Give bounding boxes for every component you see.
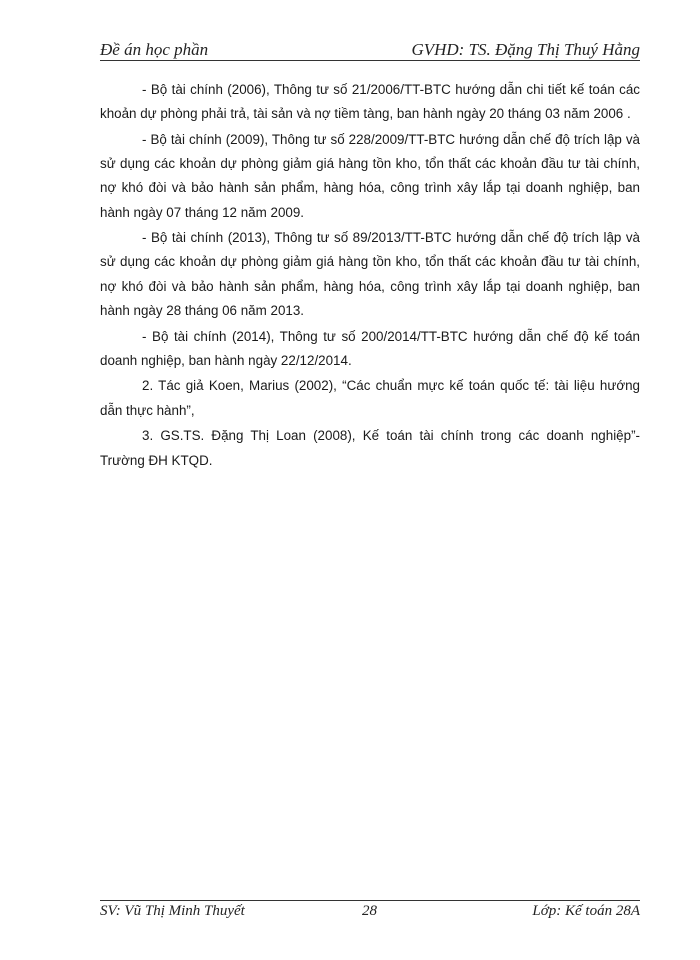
page-number: 28 bbox=[362, 903, 377, 919]
reference-item: - Bộ tài chính (2014), Thông tư số 200/2014/TT-BTC hướng dẫn chế độ kế toán doanh nghiệp, ban hành ngày 22/12/2014. bbox=[100, 328, 640, 368]
references-body bbox=[100, 78, 640, 474]
reference-item: - Bộ tài chính (2009), Thông tư số 228/2009/TT-BTC hướng dẫn chế độ trích lập và sử dụng các khoản dự phòng giảm giá hàng tồn kho, tổn thất các khoản đầu tư tài chính, nợ khó đòi và bảo hành sản phẩm, hàng hóa, công trình xây lắp tại doanh nghiệp, ban hành ngày 07 tháng 12 năm 2009. bbox=[100, 131, 640, 220]
header-instructor: GVHD: TS. Đặng Thị Thuý Hằng bbox=[411, 40, 640, 59]
reference-item: 2. Tác giả Koen, Marius (2002), “Các chuẩn mực kế toán quốc tế: tài liệu hướng dẫn thực hành”, bbox=[100, 378, 640, 418]
footer-class: Lớp: Kế toán 28A bbox=[532, 903, 640, 919]
footer-student-name: SV: Vũ Thị Minh Thuyết bbox=[100, 903, 245, 919]
reference-item: - Bộ tài chính (2013), Thông tư số 89/2013/TT-BTC hướng dẫn chế độ trích lập và sử dụng các khoản dự phòng giảm giá hàng tồn kho, tổn thất các khoản đầu tư tài chính, nợ khó đòi và bảo hành sản phẩm, hàng hóa, công trình xây lắp tại doanh nghiệp, ban hành ngày 28 tháng 06 năm 2013. bbox=[100, 230, 640, 318]
page-footer bbox=[100, 900, 640, 923]
page-header bbox=[100, 38, 640, 61]
reference-item: 3. GS.TS. Đặng Thị Loan (2008), Kế toán tài chính trong các doanh nghiệp”- Trường ĐH KTQD. bbox=[100, 428, 640, 468]
header-course-title: Đề án học phần bbox=[100, 40, 209, 59]
reference-item: - Bộ tài chính (2006), Thông tư số 21/2006/TT-BTC hướng dẫn chi tiết kế toán các khoản dự phòng phải trả, tài sản và nợ tiềm tàng, ban hành ngày 20 tháng 03 năm 2006 . bbox=[100, 82, 640, 122]
